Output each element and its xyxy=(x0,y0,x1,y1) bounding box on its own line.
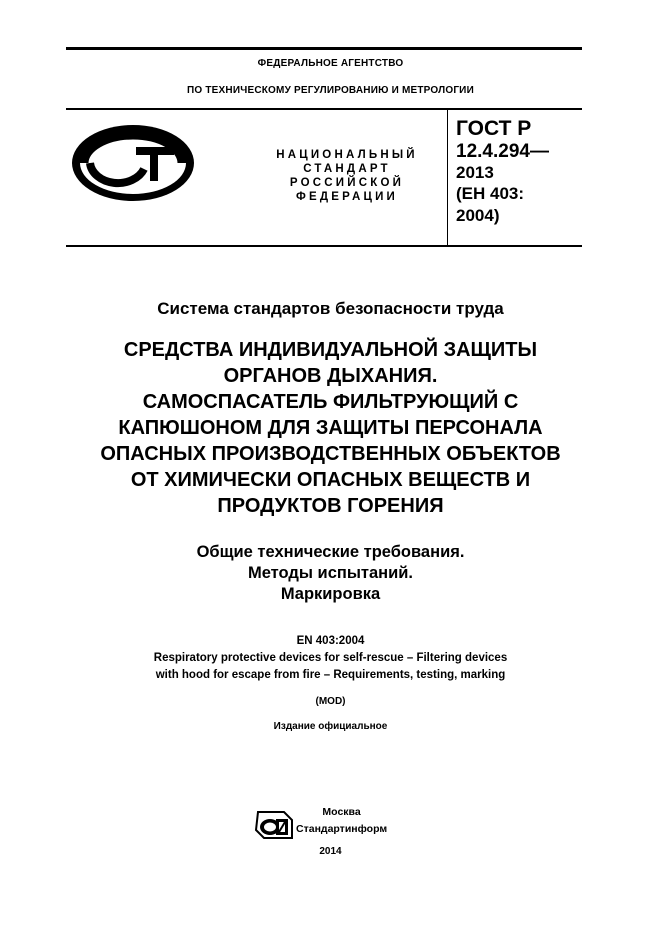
publication-year: 2014 xyxy=(319,846,342,857)
national-standard-line4: ФЕДЕРАЦИИ xyxy=(295,191,399,203)
gost-r-certification-mark-icon xyxy=(70,123,196,203)
main-title-line4: КАПЮШОНОМ ДЛЯ ЗАЩИТЫ ПЕРСОНАЛА xyxy=(118,417,543,439)
publisher-name: Стандартинформ xyxy=(296,823,388,835)
main-title-line7: ПРОДУКТОВ ГОРЕНИЯ xyxy=(217,495,444,517)
top-rule xyxy=(66,47,582,50)
edition-label: Издание официальное xyxy=(273,721,388,732)
agency-name-line2: ПО ТЕХНИЧЕСКОМУ РЕГУЛИРОВАНИЮ И МЕТРОЛОГИИ xyxy=(187,85,474,96)
main-title-line3: САМОСПАСАТЕЛЬ ФИЛЬТРУЮЩИЙ С xyxy=(142,391,519,413)
subtitle-line1: Общие технические требования. xyxy=(196,543,465,561)
standard-designation xyxy=(456,117,549,227)
en-title-line2: with hood for escape from fire – Requirements, testing, marking xyxy=(155,669,506,681)
designation-line4: (ЕН 403: xyxy=(456,184,525,203)
national-standard-line3: РОССИЙСКОЙ xyxy=(289,177,405,189)
agency-name-line1: ФЕДЕРАЛЬНОЕ АГЕНТСТВО xyxy=(257,58,404,69)
main-title-line6: ОТ ХИМИЧЕСКИ ОПАСНЫХ ВЕЩЕСТВ И xyxy=(130,469,531,491)
series-title: Система стандартов безопасности труда xyxy=(157,299,504,318)
publisher-city: Москва xyxy=(322,806,361,818)
designation-line2: 12.4.294— xyxy=(456,141,549,162)
en-title-line1: Respiratory protective devices for self-rescue – Filtering devices xyxy=(153,652,508,664)
national-standard-line2: СТАНДАРТ xyxy=(303,163,391,175)
main-title-line2: ОРГАНОВ ДЫХАНИЯ. xyxy=(223,365,438,387)
designation-line1: ГОСТ Р xyxy=(456,117,532,140)
en-reference xyxy=(0,633,661,684)
publisher xyxy=(296,804,387,838)
mod-label: (MOD) xyxy=(315,696,346,707)
header-rule xyxy=(66,108,582,110)
subtitle xyxy=(0,542,661,605)
subtitle-line3: Маркировка xyxy=(280,585,381,603)
designation-line5: 2004) xyxy=(456,206,500,225)
subtitle-line2: Методы испытаний. xyxy=(247,564,414,582)
designation-line3: 2013 xyxy=(456,163,494,182)
en-code: EN 403:2004 xyxy=(296,635,365,647)
national-standard-label xyxy=(232,148,462,204)
national-standard-line1: НАЦИОНАЛЬНЫЙ xyxy=(276,149,418,161)
main-title xyxy=(40,337,621,519)
header-bottom-rule xyxy=(66,245,582,247)
main-title-line5: ОПАСНЫХ ПРОИЗВОДСТВЕННЫХ ОБЪЕКТОВ xyxy=(100,443,561,465)
standartinform-logo-icon xyxy=(254,810,294,840)
main-title-line1: СРЕДСТВА ИНДИВИДУАЛЬНОЙ ЗАЩИТЫ xyxy=(123,339,538,361)
